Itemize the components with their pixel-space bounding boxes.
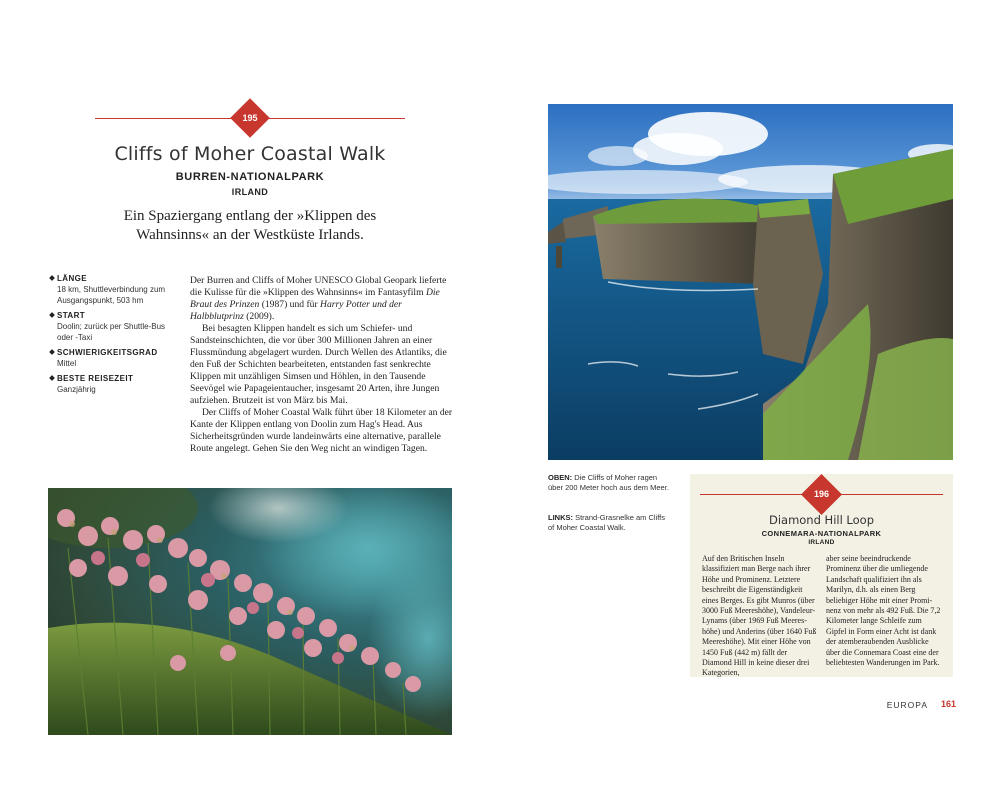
body-paragraph (190, 275, 455, 323)
film-title: Harry Potter und der Halbblutprinz (190, 299, 402, 322)
box-column-left: Auf den Britischen Inseln klassifiziert man Berge nach ihrer Höhe und Prominenz. Letztere beschreibt die Eigenständigkeit eines Berges. Es gibt Munros (über 3000 Fuß Meereshöhe), Vandeleur-Lynams (über 1969 Fuß Meereshöhe) und Anderins (über 1640 Fuß Meereshöhe). Mit einer Höhe von 1450 Fuß (442 m) fällt der Diamond Hill in keine dieser drei Kategorien, (702, 554, 817, 678)
body-text: (1987) und für (259, 299, 321, 310)
fact-item (57, 373, 175, 395)
subtitle: Ein Spaziergang entlang der »Klippen des Wahnsinns« an der Westküste Irlands. (123, 208, 377, 243)
box-park: CONNEMARA-NATIONALPARK (761, 529, 882, 538)
tour-number: 196 (813, 489, 830, 499)
diamond-bullet-icon (49, 312, 55, 318)
box-rule-right (837, 494, 943, 495)
fact-value: Ganzjährig (57, 385, 96, 394)
article-body (190, 275, 455, 455)
caption-label: LINKS: (548, 513, 573, 522)
fact-label: LÄNGE (57, 274, 87, 283)
body-paragraph: Bei besagten Klippen handelt es sich um Schiefer- und Sandsteinschichten, die vor über 300 Millionen Jahren an einer Flussmündung abgelagert wurden. Durch Wellen des Atlantiks, die den Fuß der Schichten bearbeiteten, entstanden fast senkrechte Klippen mit unzähligen Simsen und Höhlen, in den Tausende Seevögel wie Papageientaucher, insgesamt 20 Arten, ihre Jungen aufziehen. Brutzeit ist von März bis Mai. (190, 323, 447, 406)
fact-value: Mittel (57, 359, 77, 368)
park-name: BURREN-NATIONALPARK (175, 171, 325, 183)
box-column-right: aber seine beeindruckende Prominenz über die umliegende Landschaft qualifiziert ihn als Marilyn, d.h. als einen Berg beliebiger Höhe mit einer Prominenz von mehr als 492 Fuß. Die 7,2 Kilometer lange Schleife zum Gipfel in Form einer Acht ist dank der atemberaubenden Ausblicke über die Connemara Coast eine der beliebtesten Wanderungen im Park. (826, 554, 941, 668)
body-paragraph: Der Cliffs of Moher Coastal Walk führt über 18 Kilometer an der Kante der Klippen entlang von Doolin zum Hag's Head. Aus Sicherheitsgründen wurde landeinwärts eine alternative, parallele Route angelegt. Gehen Sie den Weg nicht an windigen Tagen. (190, 407, 453, 454)
fact-label: SCHWIERIGKEITSGRAD (57, 348, 158, 357)
film-title: Die Braut des Prinzen (190, 287, 440, 310)
fact-label: BESTE REISEZEIT (57, 374, 134, 383)
fact-item (57, 310, 175, 343)
cliffs-illustration (548, 104, 953, 460)
diamond-bullet-icon (49, 275, 55, 281)
body-text: Der Burren and Cliffs of Moher UNESCO Global Geopark lieferte die Kulisse für die »Klippen des Wahnsinns« im Fantasyfilm (190, 275, 447, 298)
sea-pink-illustration (48, 488, 452, 735)
photo-caption (548, 513, 673, 533)
fact-value: 18 km, Shuttleverbindung zum Ausgangspunkt, 503 hm (57, 285, 166, 305)
sidebar-box (690, 474, 953, 677)
tour-number: 195 (242, 113, 258, 123)
fact-value: Doolin; zurück per Shuttle-Bus oder -Taxi (57, 322, 166, 342)
caption-text: Die Cliffs of Moher ragen über 200 Meter hoch aus dem Meer. (548, 473, 669, 492)
fact-item (57, 347, 175, 369)
caption-label: OBEN: (548, 473, 573, 482)
page-number: 161 (940, 699, 956, 709)
fact-list (57, 273, 175, 399)
photo-caption (548, 473, 673, 493)
box-rule-left (700, 494, 806, 495)
header-rule-left (95, 118, 233, 119)
sea-pink-photo (48, 488, 452, 735)
diamond-bullet-icon (49, 349, 55, 355)
body-text: (2009). (243, 311, 275, 322)
header-rule-right (267, 118, 405, 119)
section-label: EUROPA (886, 700, 928, 710)
fact-label: START (57, 311, 86, 320)
diamond-bullet-icon (49, 375, 55, 381)
country-name: IRLAND (231, 187, 269, 197)
page-title: Cliffs of Moher Coastal Walk (114, 143, 386, 165)
caption-text: Strand-Grasnelke am Cliffs of Moher Coastal Walk. (548, 513, 665, 532)
cliffs-of-moher-photo (548, 104, 953, 460)
fact-item (57, 273, 175, 306)
box-country: IRLAND (808, 539, 835, 546)
box-title: Diamond Hill Loop (768, 513, 875, 527)
